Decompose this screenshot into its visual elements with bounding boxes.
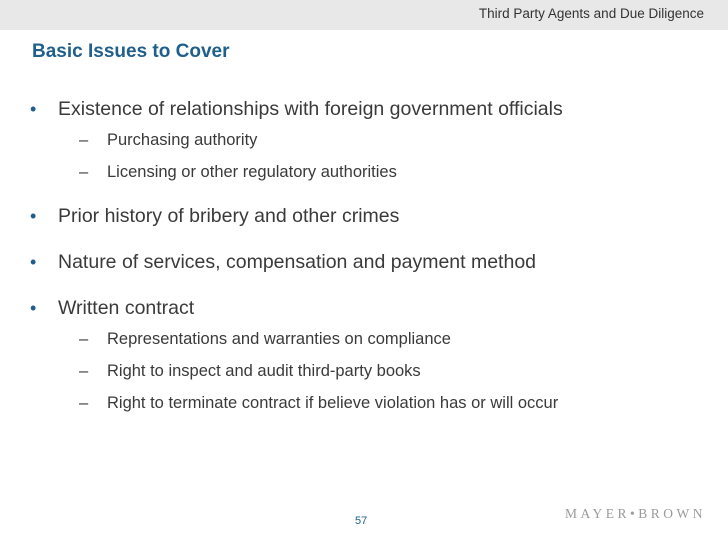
dash-icon: – [79,163,89,181]
bullet-list [30,97,710,413]
dash-icon: – [79,330,89,348]
sub-item [68,361,710,381]
bullet-text: Nature of services, compensation and payment method [58,251,537,273]
bullet-text: Written contract [58,297,195,319]
sub-item [68,162,710,182]
sub-text: Representations and warranties on compliance [107,330,451,348]
sub-item [68,130,710,150]
dash-icon: – [79,362,89,380]
mayer-brown-logo: MAYER•BROWN [565,506,706,521]
bullet-icon: • [30,99,37,119]
sub-text: Right to inspect and audit third-party books [107,362,421,380]
sub-item [68,393,710,413]
bullet-text: Prior history of bribery and other crimes [58,205,400,227]
slide-title: Basic Issues to Cover [32,41,230,62]
bullet-item-history [30,204,710,228]
dash-icon: – [79,131,89,149]
header-bar [0,0,728,30]
bullet-icon: • [30,298,37,318]
sub-list [58,130,710,182]
sub-text: Right to terminate contract if believe violation has or will occur [107,394,559,412]
sub-item [68,329,710,349]
bullet-item-services [30,250,710,274]
sub-text: Licensing or other regulatory authorities [107,163,397,181]
dash-icon: – [79,394,89,412]
bullet-text: Existence of relationships with foreign government officials [58,98,563,120]
sub-text: Purchasing authority [107,131,258,149]
page-number: 57 [355,515,368,527]
presentation-title: Third Party Agents and Due Diligence [478,6,704,21]
sub-list [58,329,710,413]
bullet-icon: • [30,206,37,226]
bullet-item-contract [30,296,710,413]
bullet-item-relationships [30,97,710,182]
bullet-icon: • [30,252,37,272]
